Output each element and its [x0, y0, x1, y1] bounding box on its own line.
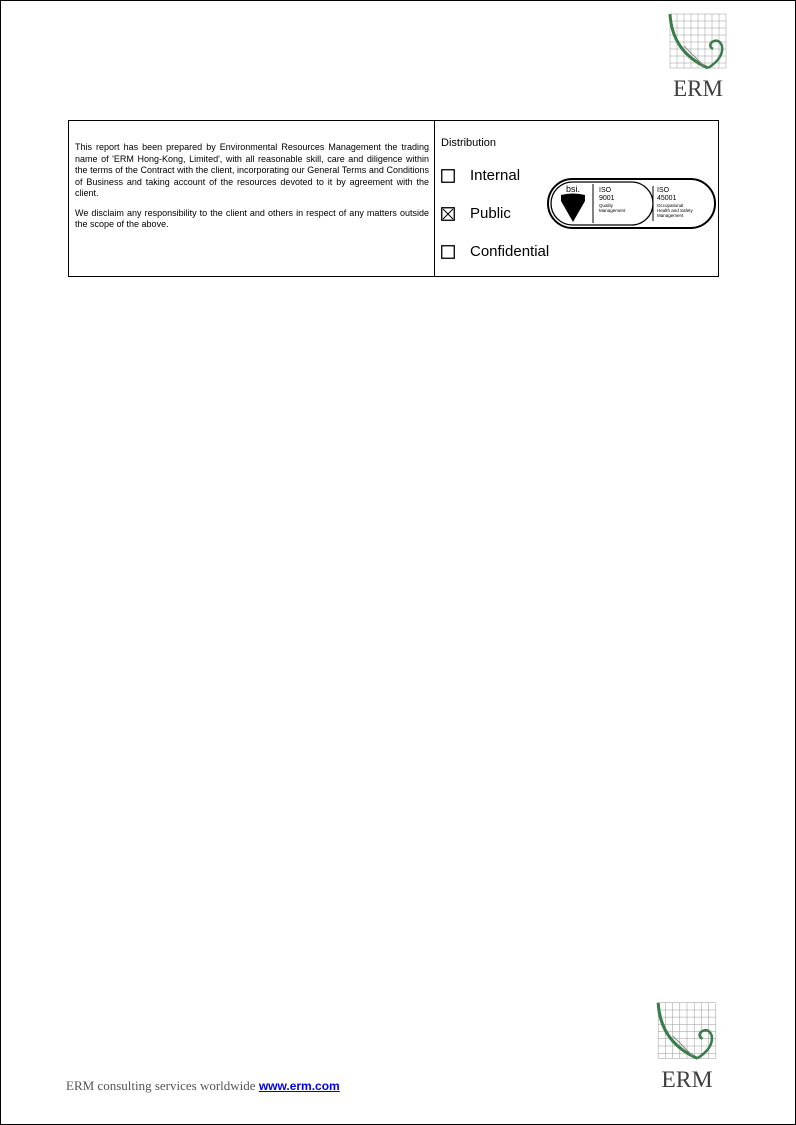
distribution-cell — [435, 121, 718, 276]
distribution-option-label: Confidential — [470, 243, 550, 260]
erm-logo-text: ERM — [673, 76, 723, 100]
bsi-brand-text: bsi. — [565, 184, 581, 194]
erm-logo-text: ERM — [661, 1067, 713, 1092]
checkbox-unchecked-icon[interactable] — [441, 169, 455, 183]
footer-link[interactable]: www.erm.com — [258, 1079, 340, 1093]
distribution-option-label: Internal — [470, 167, 521, 184]
cert1-line1: Quality — [599, 203, 614, 208]
footer-text: ERM consulting services worldwide — [66, 1078, 256, 1093]
disclaimer-paragraph-2: We disclaim any responsibility to the client and others in respect of any matters outside the scope of the above. — [75, 207, 429, 229]
erm-logo-top — [664, 12, 732, 100]
distribution-option-confidential[interactable] — [441, 243, 549, 260]
cert2-line3: Management — [657, 213, 684, 218]
cert1-standard: ISO — [599, 187, 612, 194]
cert1-number: 9001 — [599, 195, 615, 202]
cert1-line2: Management — [599, 208, 626, 213]
cert2-standard: ISO — [657, 187, 670, 194]
distribution-option-internal[interactable] — [441, 167, 520, 184]
checkbox-checked-icon[interactable] — [441, 207, 455, 221]
cert2-line1: Occupational — [657, 203, 684, 208]
certification-badge — [547, 178, 716, 229]
distribution-title: Distribution — [441, 137, 497, 149]
distribution-option-public[interactable] — [441, 205, 511, 222]
distribution-option-label: Public — [470, 205, 511, 222]
footer — [66, 1078, 340, 1094]
info-table — [68, 120, 719, 277]
checkbox-unchecked-icon[interactable] — [441, 245, 455, 259]
cert2-line2: Health and Safety — [657, 208, 693, 213]
disclaimer-cell — [69, 121, 435, 276]
erm-logo-bottom — [652, 1000, 722, 1092]
cert2-number: 45001 — [657, 195, 677, 202]
disclaimer-paragraph-1: This report has been prepared by Environmental Resources Management the trading name of 'ERM Hong-Kong, Limited', with all reasonable skill, care and diligence within the terms of the Contract with the client, incorporating our General Terms and Conditions of Business and taking account of the resources devoted to it by agreement with the client. — [75, 142, 429, 198]
